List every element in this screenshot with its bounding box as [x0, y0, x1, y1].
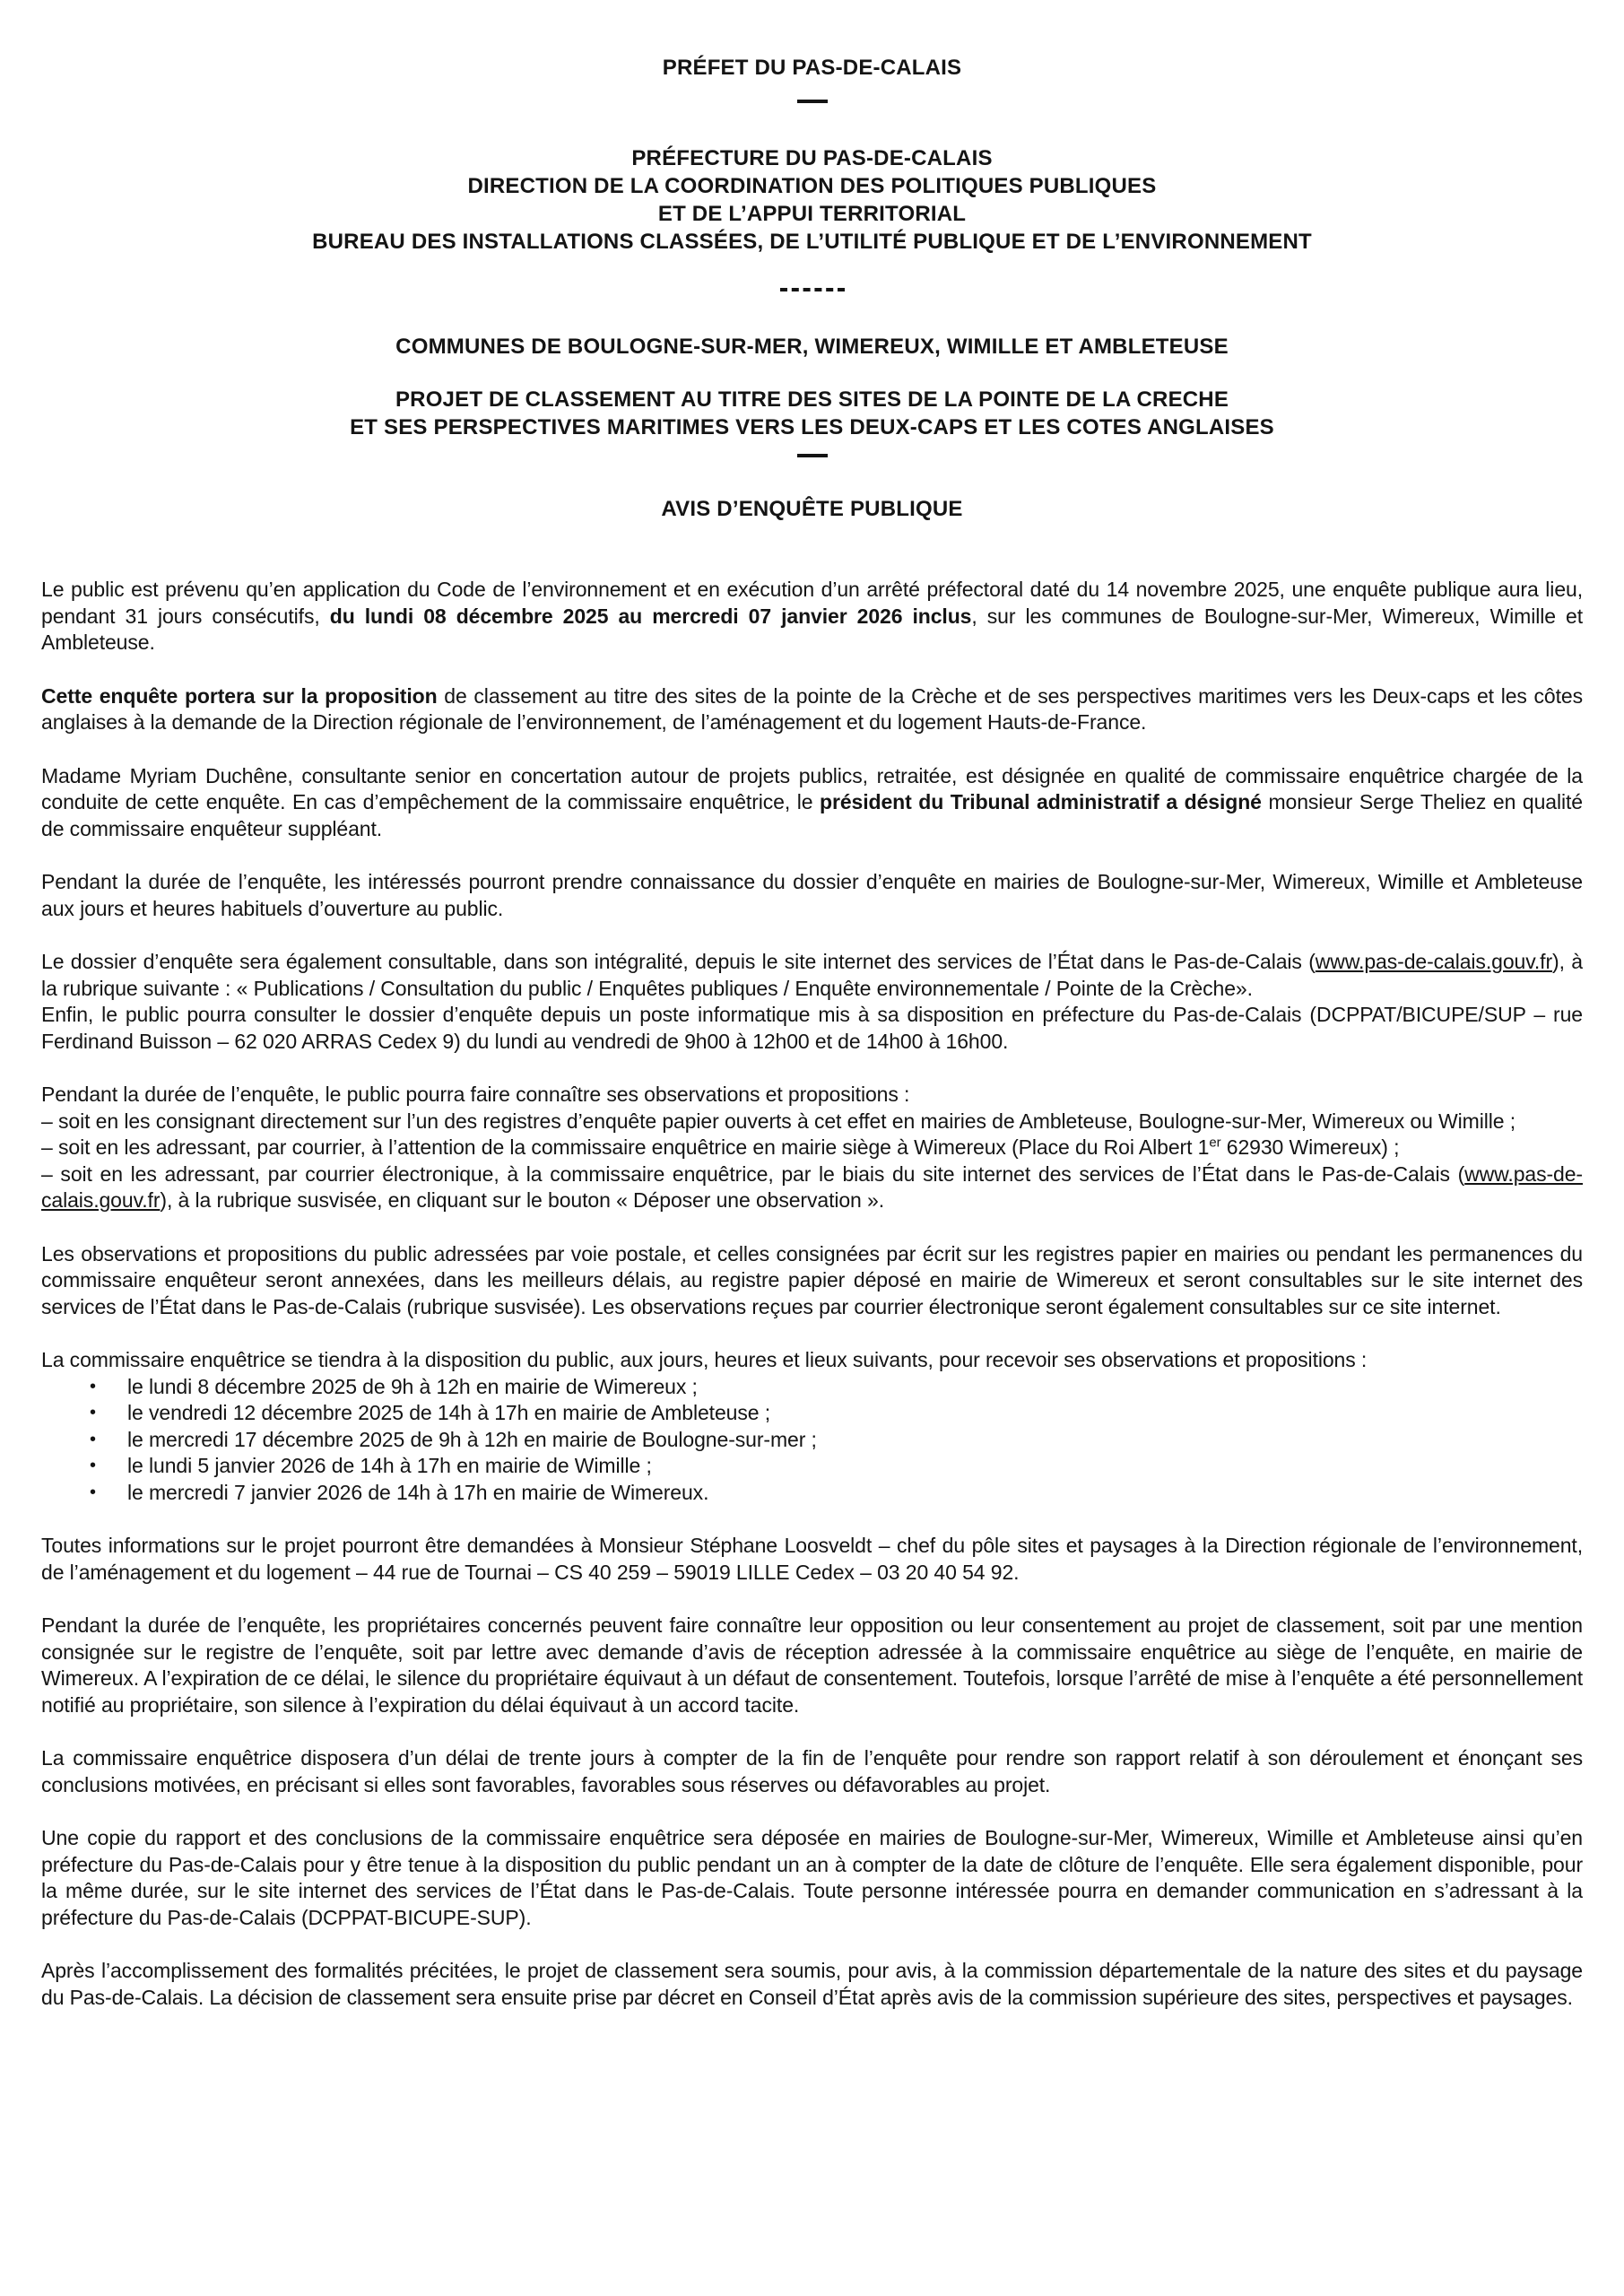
paragraph — [41, 1347, 1583, 1374]
schedule-item: • le lundi 5 janvier 2026 de 14h à 17h en mairie de Wimille ; — [41, 1453, 1583, 1480]
text-block — [41, 683, 1583, 736]
paragraph — [41, 683, 1583, 736]
notice-title: AVIS D’ENQUÊTE PUBLIQUE — [661, 497, 963, 521]
communes-title: COMMUNES DE BOULOGNE-SUR-MER, WIMEREUX, WIMILLE ET AMBLETEUSE — [395, 335, 1229, 359]
text-segment: Une copie du rapport et des conclusions de la commissaire enquêtrice sera déposée en mairies de Boulogne-sur-Mer, Wimereux, Wimille et Ambleteuse ainsi qu’en préfecture du Pas-de-Calais pour y être tenue à la disposition du public pendant un an à compter de la date de clôture de l’enquête. Elle sera également disponible, pour la même durée, sur le site internet des services de l’État dans le Pas-de-Calais. Toute personne intéressée pourra en demander communication en s’adressant à la préfecture du Pas-de-Calais (DCPPAT-BICUPE-SUP). — [41, 1826, 1583, 1929]
text-block — [41, 1745, 1583, 1798]
text-segment: Cette enquête portera sur la proposition — [41, 683, 438, 708]
paragraph — [41, 1958, 1583, 2011]
text-segment: Les observations et propositions du public adressées par voie postale, et celles consignées par écrit sur les registres papier en mairies ou pendant les permanences du commissaire enquêteur seront annexées, dans les meilleurs délais, au registre papier déposé en mairie de Wimereux et seront consultables sur le site internet des services de l’État dans le Pas-de-Calais (rubrique susvisée). Les observations reçues par courrier électronique seront également consultables sur ce site internet. — [41, 1241, 1583, 1318]
text-segment: Le public est prévenu qu’en application du Code de l’environnement et en exécution d’un arrêté préfectoral daté du 14 novembre 2025, une enquête publique aura lieu, pendant 31 jours consécutifs, — [41, 578, 1583, 628]
paragraph — [41, 1135, 1583, 1161]
text-segment: La commissaire enquêtrice se tiendra à la disposition du public, aux jours, heures et lieux suivants, pour recevoir ses observations et propositions : — [41, 1348, 1368, 1371]
project-title-line2: ET SES PERSPECTIVES MARITIMES VERS LES DEUX-CAPS ET LES COTES ANGLAISES — [350, 415, 1274, 439]
text-segment: Enfin, le public pourra consulter le dossier d’enquête depuis un poste informatique mis à sa disposition en préfecture du Pas-de-Calais (DCPPAT/BICUPE/SUP – rue Ferdinand Buisson – 62 020 ARRAS Cedex 9) du lundi au vendredi de 9h00 à 12h00 et de 14h00 à 16h00. — [41, 1003, 1583, 1053]
text-block — [41, 577, 1583, 657]
appui-territorial-line: ET DE L’APPUI TERRITORIAL — [657, 202, 967, 226]
text-block — [41, 1347, 1583, 1506]
paragraph — [41, 1161, 1583, 1214]
prefecture-line: PRÉFECTURE DU PAS-DE-CALAIS — [631, 146, 993, 170]
text-segment: de classement au titre des sites de la pointe de la Crèche et de ses perspectives maritimes vers les Deux-caps et les côtes anglaises à la demande de la Direction régionale de l’environnement, de l’aménagement et du logement Hauts-de-France. — [41, 683, 1583, 734]
ministry-header: PRÉFET DU PAS-DE-CALAIS — [662, 56, 962, 80]
text-segment: Pendant la durée de l’enquête, les intéressés pourront prendre connaissance du dossier d’enquête en mairies de Boulogne-sur-Mer, Wimereux, Wimille et Ambleteuse aux jours et heures habituels d’ouverture au public. — [41, 870, 1583, 920]
schedule-item: • le vendredi 12 décembre 2025 de 14h à 17h en mairie de Ambleteuse ; — [41, 1400, 1583, 1427]
paragraph — [41, 1241, 1583, 1321]
divider-icon — [797, 100, 828, 103]
text-block — [41, 1613, 1583, 1718]
text-segment: ), à la rubrique suivante : « Publications / Consultation du public / Enquêtes publiques / Enquête environnementale / Pointe de la Crèche». — [41, 950, 1583, 1000]
text-block — [41, 1958, 1583, 2011]
project-title-line1: PROJET DE CLASSEMENT AU TITRE DES SITES DE LA POINTE DE LA CRECHE — [395, 387, 1229, 412]
schedule-item: • le mercredi 17 décembre 2025 de 9h à 12h en mairie de Boulogne-sur-mer ; — [41, 1427, 1583, 1454]
text-block — [41, 763, 1583, 843]
website-url-text: www.pas-de-calais.gouv.fr — [41, 1161, 1583, 1212]
text-segment: – soit en les consignant directement sur l’un des registres d’enquête papier ouverts à cet effet en mairies de Ambleteuse, Boulogne-sur-Mer, Wimereux ou Wimille ; — [41, 1109, 1516, 1133]
paragraph — [41, 1613, 1583, 1718]
text-segment: Le dossier d’enquête sera également consultable, dans son intégralité, depuis le site internet des services de l’État dans le Pas-de-Calais ( — [41, 950, 1316, 973]
text-block — [41, 1533, 1583, 1586]
paragraph — [41, 1109, 1583, 1135]
paragraph — [41, 869, 1583, 922]
text-segment: ), à la rubrique susvisée, en cliquant sur le bouton « Déposer une observation ». — [160, 1188, 885, 1212]
permanence-schedule-list — [41, 1374, 1583, 1507]
text-segment: Pendant la durée de l’enquête, les propriétaires concernés peuvent faire connaître leur opposition ou leur consentement au projet de classement, soit par une mention consignée sur le registre de l’enquête, soit par lettre avec demande d’avis de réception adressée à la commissaire enquêtrice au siège de l’enquête, en mairie de Wimereux. A l’expiration de ce délai, le silence du propriétaire équivaut à un défaut de consentement. Toutefois, lorsque l’arrêté de mise à l’enquête a été personnellement notifié au propriétaire, son silence à l’expiration du délai équivaut à un accord tacite. — [41, 1613, 1583, 1717]
project-title — [41, 386, 1583, 441]
dashed-divider-icon — [780, 288, 845, 291]
bureau-line: BUREAU DES INSTALLATIONS CLASSÉES, DE L’UTILITÉ PUBLIQUE ET DE L’ENVIRONNEMENT — [312, 230, 1312, 254]
text-segment: monsieur Serge Theliez en qualité de commissaire enquêteur suppléant. — [41, 790, 1583, 840]
text-segment: Toutes informations sur le projet pourront être demandées à Monsieur Stéphane Loosveldt – chef du pôle sites et paysages à la Direction régionale de l’environnement, de l’aménagement et du logement – 44 rue de Tournai – CS 40 259 – 59019 LILLE Cedex – 03 20 40 54 92. — [41, 1534, 1583, 1584]
text-block — [41, 949, 1583, 1055]
paragraph — [41, 1745, 1583, 1798]
text-segment: Pendant la durée de l’enquête, le public pourra faire connaître ses observations et propositions : — [41, 1083, 910, 1106]
body-content — [41, 577, 1583, 2011]
text-block — [41, 1082, 1583, 1214]
paragraph — [41, 949, 1583, 1002]
paragraph — [41, 1533, 1583, 1586]
text-segment: président du Tribunal administratif a désigné — [820, 790, 1262, 813]
website-url-text: www.pas-de-calais.gouv.fr — [1315, 950, 1553, 973]
direction-line: DIRECTION DE LA COORDINATION DES POLITIQUES PUBLIQUES — [467, 174, 1157, 198]
paragraph — [41, 763, 1583, 843]
paragraph — [41, 577, 1583, 657]
paragraph — [41, 1082, 1583, 1109]
text-segment: , sur les communes de Boulogne-sur-Mer, Wimereux, Wimille et Ambleteuse. — [41, 604, 1583, 654]
text-block — [41, 1241, 1583, 1321]
text-segment: Après l’accomplissement des formalités précitées, le projet de classement sera soumis, pour avis, à la commission départementale de la nature des sites et du paysage du Pas-de-Calais. La décision de classement sera ensuite prise par décret en Conseil d’État après avis de la commission supérieure des sites, perspectives et paysages. — [41, 1959, 1583, 2009]
text-segment: La commissaire enquêtrice disposera d’un délai de trente jours à compter de la fin de l’enquête pour rendre son rapport relatif à son déroulement et énonçant ses conclusions motivées, en précisant si elles sont favorables, favorables sous réserves ou défavorables au projet. — [41, 1746, 1583, 1796]
text-segment: Madame Myriam Duchêne, consultante senior en concertation autour de projets publics, retraitée, est désignée en qualité de commissaire enquêtrice chargée de la conduite de cette enquête. En cas d’empêchement de la commissaire enquêtrice, le — [41, 763, 1583, 813]
divider-icon — [797, 454, 828, 457]
text-block — [41, 1825, 1583, 1931]
prefecture-block — [41, 144, 1583, 256]
text-block — [41, 869, 1583, 922]
text-segment: 62930 Wimereux) ; — [1220, 1135, 1400, 1159]
paragraph — [41, 1002, 1583, 1055]
text-segment: – soit en les adressant, par courrier, à l’attention de la commissaire enquêtrice en mairie siège à Wimereux (Place du Roi Albert 1 — [41, 1135, 1210, 1159]
text-segment: du lundi 08 décembre 2025 au mercredi 07 janvier 2026 inclus — [329, 604, 972, 628]
text-segment: er — [1209, 1135, 1221, 1151]
schedule-item: • le lundi 8 décembre 2025 de 9h à 12h en mairie de Wimereux ; — [41, 1374, 1583, 1401]
schedule-item: • le mercredi 7 janvier 2026 de 14h à 17h en mairie de Wimereux. — [41, 1480, 1583, 1507]
text-segment: – soit en les adressant, par courrier électronique, à la commissaire enquêtrice, par le biais du site internet des services de l’État dans le Pas-de-Calais ( — [41, 1161, 1465, 1186]
paragraph — [41, 1825, 1583, 1931]
